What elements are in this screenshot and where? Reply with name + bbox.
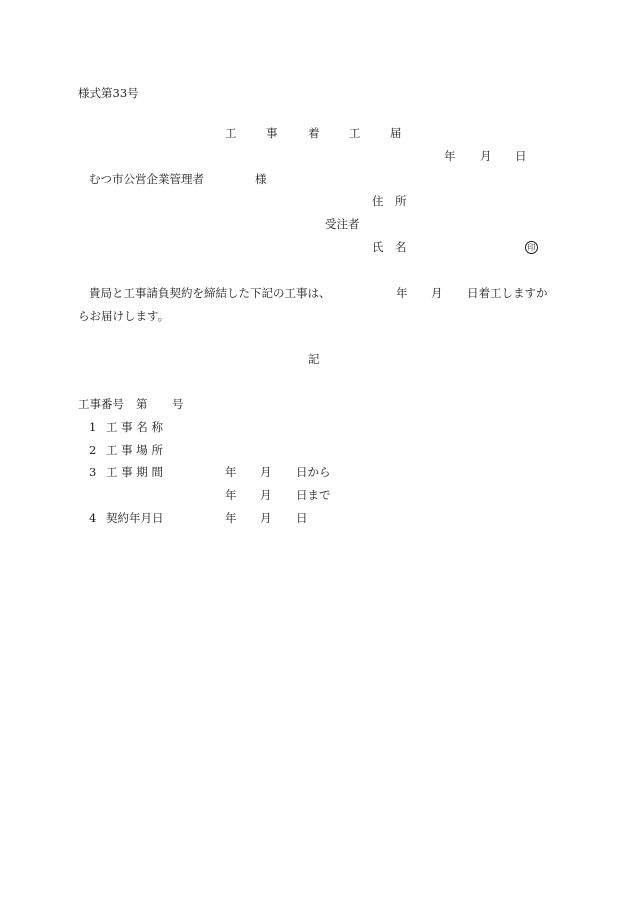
item-4-number: 4 (89, 511, 97, 525)
addressee-name: むつ市公営企業管理者 (89, 172, 204, 186)
form-number: 様式第33号 (78, 86, 139, 100)
addressee-honorific: 様 (255, 172, 267, 186)
contractor-address-label: 住 所 (372, 194, 407, 208)
body-line1-start: 貴局と工事請負契約を締結した下記の工事は、 (89, 286, 331, 300)
contract-date-year: 年 (225, 511, 237, 525)
seal-mark: 印 (525, 241, 538, 254)
period-from-day: 日から (296, 465, 331, 479)
date-month: 月 (480, 149, 492, 163)
item-1-number: 1 (89, 420, 97, 434)
period-to-year: 年 (225, 488, 237, 502)
contract-date-month: 月 (260, 511, 272, 525)
contract-date-day: 日 (296, 511, 308, 525)
title-char-4: 工 (349, 126, 361, 140)
period-from-month: 月 (260, 465, 272, 479)
contractor-name-label: 氏 名 (372, 240, 407, 254)
item-3-number: 3 (89, 465, 97, 479)
item-4-label: 契約年月日 (106, 511, 164, 525)
body-line2: らお届けします。 (78, 309, 170, 323)
period-to-day: 日まで (296, 488, 331, 502)
construction-number-label: 工事番号 (78, 397, 124, 411)
item-2-number: 2 (89, 443, 97, 457)
period-from-year: 年 (225, 465, 237, 479)
date-day: 日 (515, 149, 527, 163)
item-3-label: 工 事 期 間 (106, 465, 163, 479)
construction-number-go: 号 (172, 397, 184, 411)
title-char-5: 届 (390, 126, 402, 140)
title-char-1: 工 (225, 126, 237, 140)
title-char-2: 事 (266, 126, 278, 140)
ki-heading: 記 (308, 352, 320, 366)
item-1-label: 工 事 名 称 (106, 420, 163, 434)
period-to-month: 月 (260, 488, 272, 502)
body-line1-end: 日着工しますか (467, 286, 548, 300)
construction-number-dai: 第 (136, 397, 148, 411)
body-line1-month: 月 (431, 286, 443, 300)
body-line1-year: 年 (396, 286, 408, 300)
date-year: 年 (444, 149, 456, 163)
contractor-role-label: 受注者 (325, 217, 360, 231)
item-2-label: 工 事 場 所 (106, 443, 163, 457)
title-char-3: 着 (308, 126, 320, 140)
